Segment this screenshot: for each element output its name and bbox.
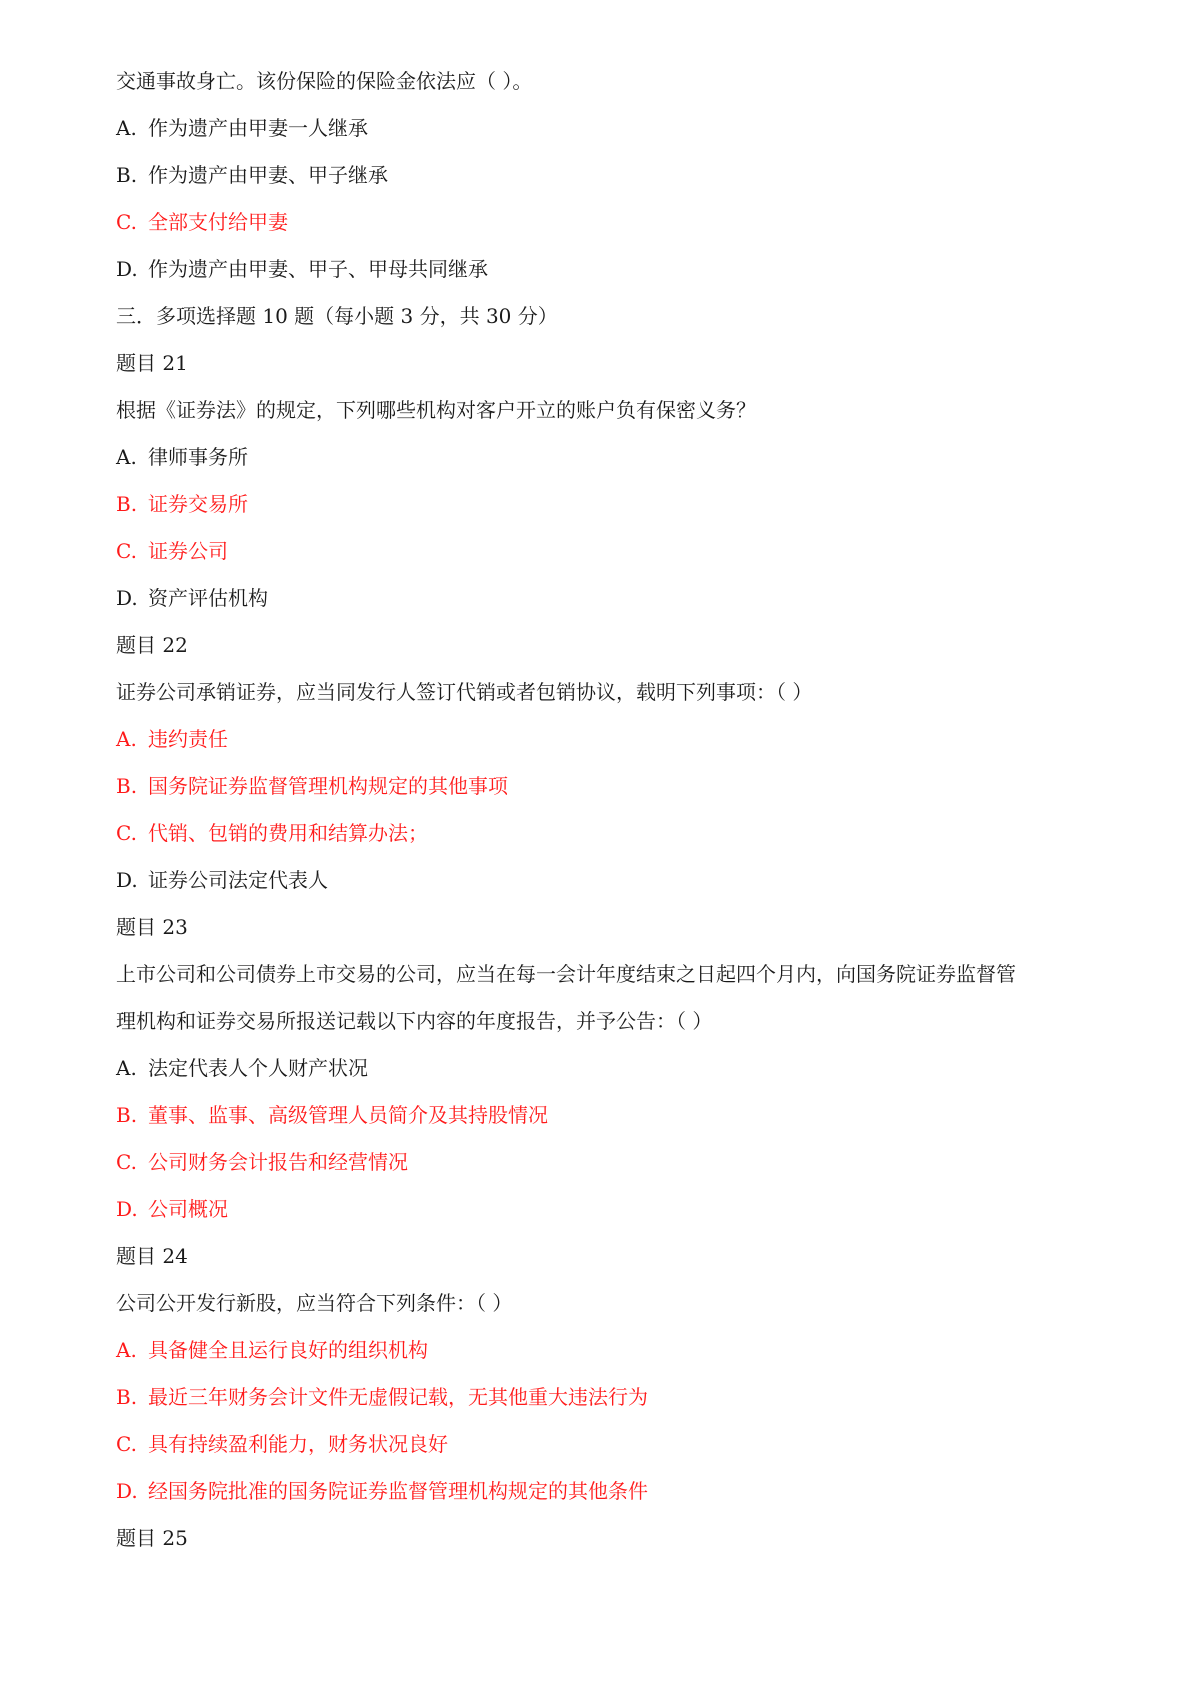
option-d-correct: D. 公司概况: [116, 1197, 228, 1221]
question-stem-line-1: 上市公司和公司债券上市交易的公司，应当在每一会计年度结束之日起四个月内，向国务院证券监督管: [116, 962, 1016, 986]
option-d: D. 证券公司法定代表人: [116, 868, 328, 892]
option-b-correct: B. 最近三年财务会计文件无虚假记载，无其他重大违法行为: [116, 1385, 648, 1409]
question-number: 题目 23: [116, 915, 188, 939]
question-number: 题目 24: [116, 1244, 188, 1268]
option-d: D. 资产评估机构: [116, 586, 268, 610]
document-body: [116, 58, 1076, 1562]
option-c-correct: C. 具有持续盈利能力，财务状况良好: [116, 1432, 448, 1456]
option-b-correct: B. 国务院证券监督管理机构规定的其他事项: [116, 774, 508, 798]
question-stem-continuation: 交通事故身亡。该份保险的保险金依法应（ ）。: [116, 69, 533, 93]
option-d: D. 作为遗产由甲妻、甲子、甲母共同继承: [116, 257, 488, 281]
question-stem-line-2: 理机构和证券交易所报送记载以下内容的年度报告，并予公告：（ ）: [116, 1009, 713, 1033]
option-c-correct: C. 证券公司: [116, 539, 228, 563]
option-a: A. 律师事务所: [116, 445, 248, 469]
question-number: 题目 21: [116, 351, 188, 375]
option-a: A. 法定代表人个人财产状况: [116, 1056, 368, 1080]
section-heading: 三．多项选择题 10 题（每小题 3 分，共 30 分）: [116, 304, 558, 328]
option-b-correct: B. 证券交易所: [116, 492, 248, 516]
option-b-correct: B. 董事、监事、高级管理人员简介及其持股情况: [116, 1103, 548, 1127]
question-number: 题目 22: [116, 633, 188, 657]
option-a-correct: A. 违约责任: [116, 727, 228, 751]
option-a: A. 作为遗产由甲妻一人继承: [116, 116, 368, 140]
question-stem: 证券公司承销证券，应当同发行人签订代销或者包销协议，载明下列事项：（ ）: [116, 680, 813, 704]
question-number: 题目 25: [116, 1526, 188, 1550]
question-stem: 根据《证券法》的规定，下列哪些机构对客户开立的账户负有保密义务？: [116, 398, 756, 422]
option-b: B. 作为遗产由甲妻、甲子继承: [116, 163, 388, 187]
question-stem: 公司公开发行新股，应当符合下列条件：（ ）: [116, 1291, 513, 1315]
option-c-correct: C. 代销、包销的费用和结算办法；: [116, 821, 428, 845]
option-d-correct: D. 经国务院批准的国务院证券监督管理机构规定的其他条件: [116, 1479, 648, 1503]
option-c-correct: C. 全部支付给甲妻: [116, 210, 288, 234]
option-c-correct: C. 公司财务会计报告和经营情况: [116, 1150, 408, 1174]
option-a-correct: A. 具备健全且运行良好的组织机构: [116, 1338, 428, 1362]
